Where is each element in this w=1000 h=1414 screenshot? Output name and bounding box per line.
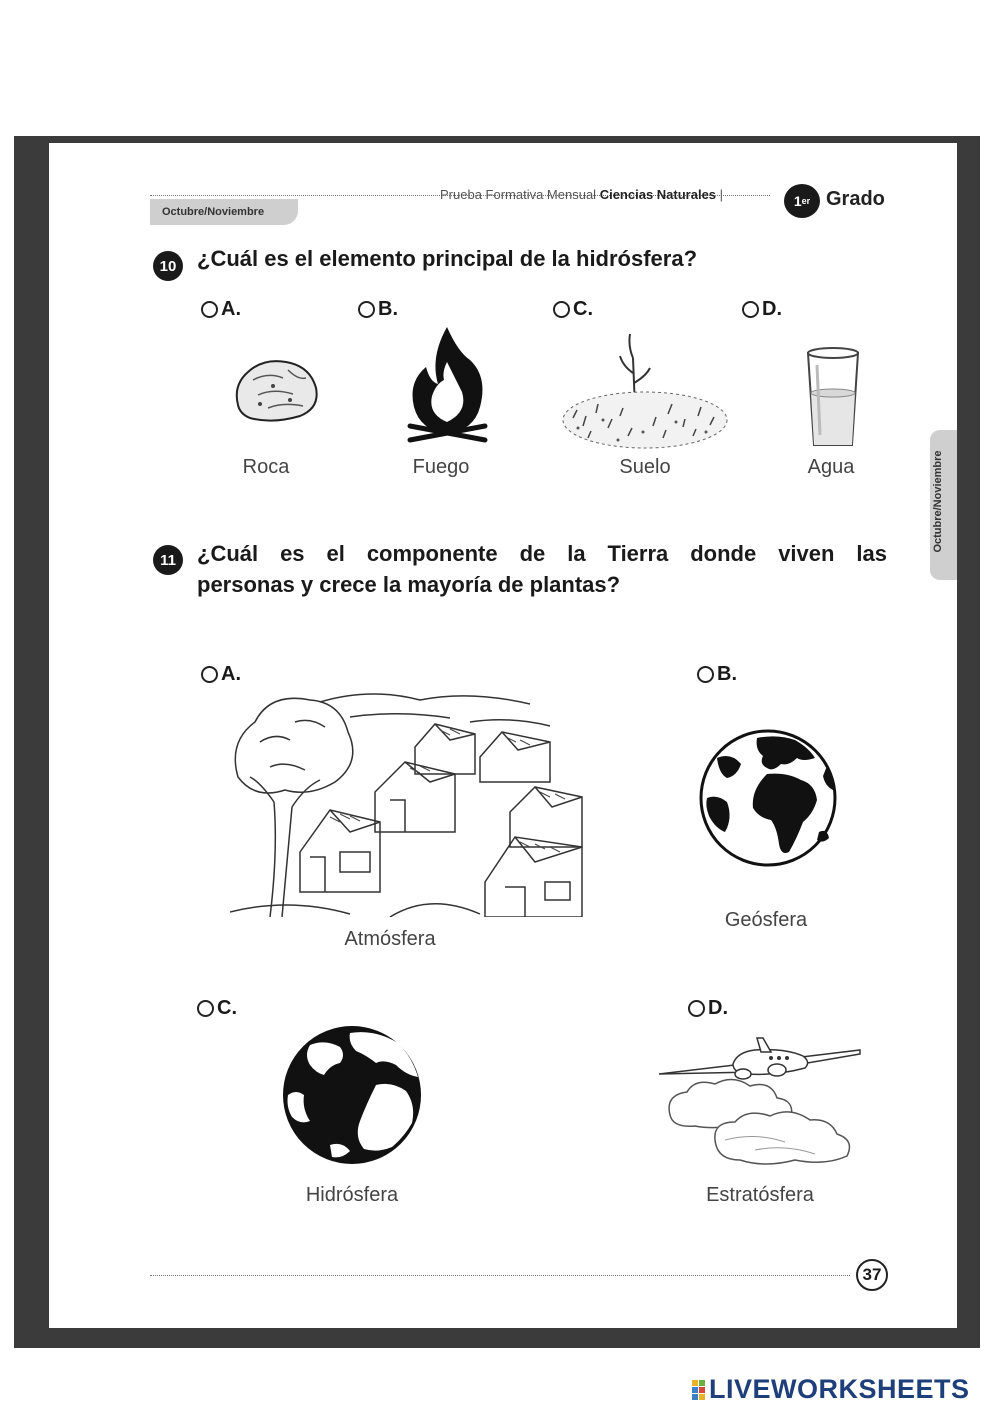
grade-number: 1 [793, 193, 802, 209]
q11-option-c-letter: C. [217, 997, 237, 1019]
q10-option-b[interactable] [358, 298, 398, 321]
brand-squares-icon [692, 1380, 705, 1400]
question-11-text-line1: ¿Cuál es el componente de la Tierra donde viven las [197, 541, 887, 566]
village-illustration [230, 682, 585, 917]
grade-label: Grado [826, 188, 885, 210]
q11-option-b[interactable] [697, 663, 737, 686]
grade-badge [784, 184, 820, 218]
q10-caption-b: Fuego [412, 456, 470, 478]
header-separator: | [719, 187, 724, 202]
question-10-text: ¿Cuál es el elemento principal de la hidrósfera? [197, 246, 698, 271]
q11-option-d[interactable] [688, 997, 728, 1020]
plane-clouds-illustration [655, 1030, 865, 1170]
q10-caption-a: Roca [242, 456, 290, 478]
globe-hydrosphere-illustration [280, 1025, 425, 1165]
q10-option-a[interactable] [201, 298, 241, 321]
globe-geosphere-illustration [697, 728, 839, 868]
q11-option-b-letter: B. [717, 663, 737, 685]
q11-radio-a[interactable] [201, 666, 218, 683]
q10-option-b-letter: B. [378, 298, 398, 320]
q11-option-c[interactable] [197, 997, 237, 1020]
q10-option-d[interactable] [742, 298, 782, 321]
question-11-text-line2: personas y crece la mayoría de plantas? [197, 572, 621, 597]
q11-caption-d: Estratósfera [706, 1184, 814, 1206]
q11-radio-d[interactable] [688, 1000, 705, 1017]
q11-caption-b: Geósfera [724, 909, 808, 931]
subject-name: Ciencias Naturales [599, 187, 717, 202]
header-title [440, 187, 723, 202]
q11-option-a-letter: A. [221, 663, 241, 685]
q11-caption-c: Hidrósfera [305, 1184, 399, 1206]
water-glass-illustration [803, 345, 863, 450]
q10-radio-a[interactable] [201, 301, 218, 318]
q10-radio-d[interactable] [742, 301, 759, 318]
q11-caption-a: Atmósfera [344, 928, 436, 950]
rock-illustration [228, 350, 323, 425]
q10-caption-c: Suelo [619, 456, 671, 478]
soil-illustration [558, 328, 733, 453]
q10-caption-d: Agua [807, 456, 855, 478]
q10-option-c[interactable] [553, 298, 593, 321]
liveworksheets-logo [692, 1374, 970, 1405]
footer-dotted-line [150, 1275, 850, 1276]
fire-illustration [400, 322, 495, 447]
q10-radio-c[interactable] [553, 301, 570, 318]
q11-option-d-letter: D. [708, 997, 728, 1019]
question-11-number: 11 [153, 545, 183, 575]
test-name: Prueba Formativa Mensual [440, 187, 597, 202]
month-tab: Octubre/Noviembre [150, 199, 298, 225]
q10-radio-b[interactable] [358, 301, 375, 318]
q11-radio-c[interactable] [197, 1000, 214, 1017]
q11-radio-b[interactable] [697, 666, 714, 683]
side-tab-label: Octubre/Noviembre [932, 450, 944, 553]
page-number: 37 [856, 1259, 888, 1291]
q10-option-d-letter: D. [762, 298, 782, 320]
q10-option-a-letter: A. [221, 298, 241, 320]
grade-suffix: er [801, 196, 811, 206]
q10-option-c-letter: C. [573, 298, 593, 320]
brand-name: LIVEWORKSHEETS [709, 1374, 970, 1404]
question-10-number: 10 [153, 251, 183, 281]
